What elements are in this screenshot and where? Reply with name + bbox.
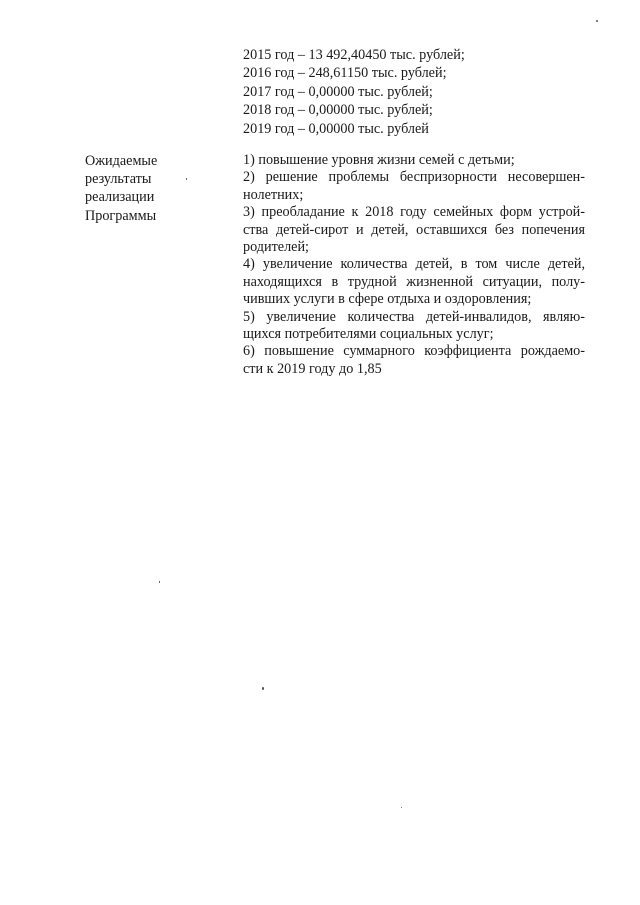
scan-speck: [401, 807, 402, 808]
result-line: 6) повышение суммарного коэффициента рождаемо-: [243, 343, 585, 360]
funding-line-2018: 2018 год – 0,00000 тыс. рублей;: [243, 102, 433, 119]
result-line: сти к 2019 году до 1,85: [243, 360, 382, 377]
result-line: 1) повышение уровня жизни семей с детьми;: [243, 152, 515, 168]
expected-results-list: [243, 152, 585, 378]
label-line: реализации: [85, 189, 155, 206]
scan-speck: [186, 178, 187, 180]
funding-line-2019: 2019 год – 0,00000 тыс. рублей: [243, 120, 429, 137]
label-line: Программы: [85, 207, 157, 224]
scan-speck: [262, 687, 264, 690]
label-line: Ожидаемые: [85, 153, 158, 169]
scan-speck: [159, 581, 160, 583]
expected-results-label: [85, 152, 225, 225]
result-line: ства детей-сирот и детей, оставшихся без попечения: [243, 221, 585, 238]
funding-by-year-list: [243, 46, 593, 138]
result-line: чивших услуги в сфере отдыха и оздоровления;: [243, 291, 532, 308]
result-line: 2) решение проблемы беспризорности несовершен-: [243, 169, 585, 186]
scan-speck: [596, 20, 598, 22]
funding-line-2016: 2016 год – 248,61150 тыс. рублей;: [243, 65, 447, 82]
result-line: родителей;: [243, 239, 309, 256]
result-line: 5) увеличение количества детей-инвалидов, являю-: [243, 308, 585, 325]
funding-line-2017: 2017 год – 0,00000 тыс. рублей;: [243, 83, 433, 100]
result-line: 3) преобладание к 2018 году семейных форм устрой-: [243, 204, 585, 221]
result-line: щихся потребителями социальных услуг;: [243, 326, 494, 343]
funding-line-2015: 2015 год – 13 492,40450 тыс. рублей;: [243, 47, 465, 63]
result-line: находящихся в трудной жизненной ситуации, полу-: [243, 273, 585, 290]
result-line: нолетних;: [243, 186, 304, 203]
result-line: 4) увеличение количества детей, в том числе детей,: [243, 256, 585, 273]
label-line: результаты: [85, 171, 152, 188]
